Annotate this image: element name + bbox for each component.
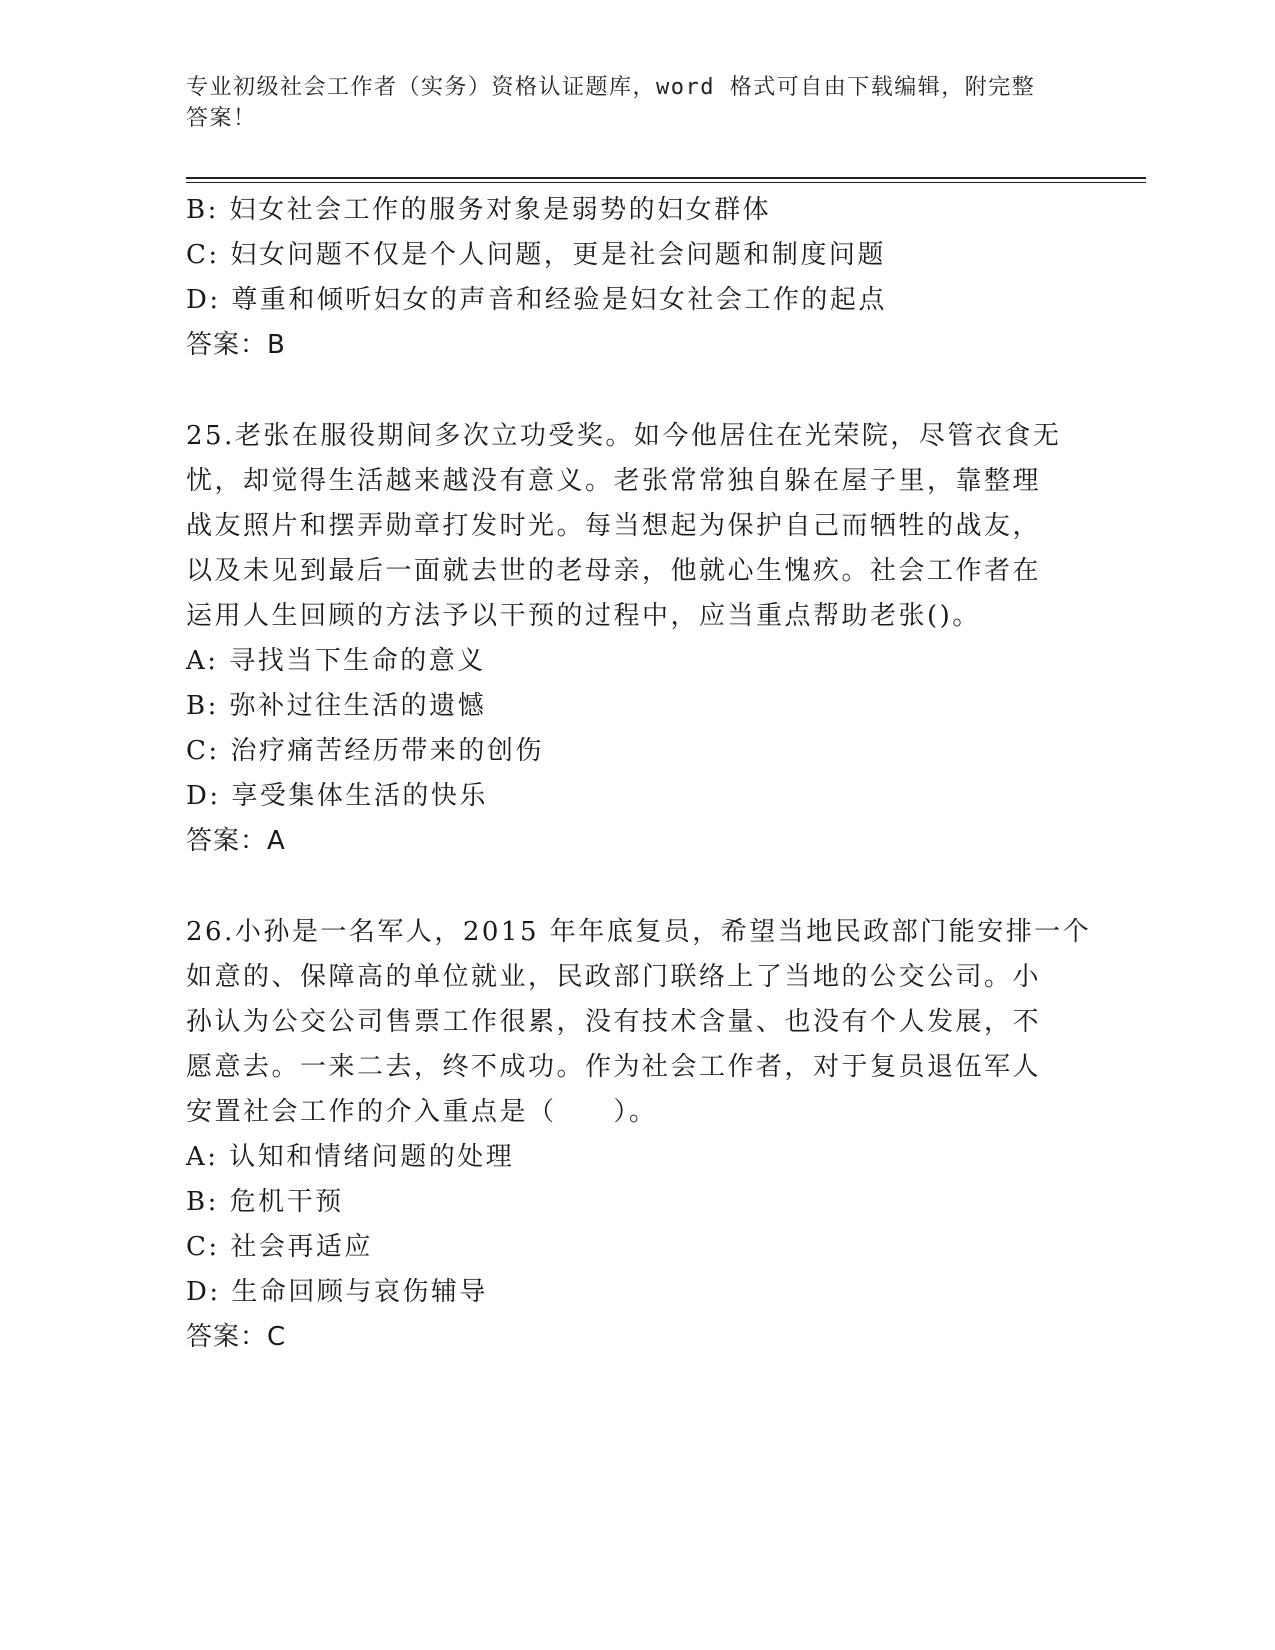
question-24-tail bbox=[186, 188, 1086, 368]
question-content bbox=[186, 188, 1092, 1360]
question-26 bbox=[186, 910, 1092, 1360]
option-b: B: 危机干预 bbox=[186, 1187, 344, 1217]
option-c: C: 妇女问题不仅是个人问题，更是社会问题和制度问题 bbox=[186, 240, 886, 270]
option-d: D: 尊重和倾听妇女的声音和经验是妇女社会工作的起点 bbox=[186, 285, 887, 315]
option-d: D: 生命回顾与哀伤辅导 bbox=[186, 1277, 488, 1307]
header-divider-thick bbox=[186, 177, 1146, 179]
answer: 答案：A bbox=[186, 826, 286, 856]
question-line: 战友照片和摆弄勋章打发时光。每当想起为保护自己而牺牲的战友， bbox=[186, 511, 1042, 541]
option-d: D: 享受集体生活的快乐 bbox=[186, 781, 488, 811]
question-25 bbox=[186, 414, 1086, 864]
question-line: 孙认为公交公司售票工作很累，没有技术含量、也没有个人发展，不 bbox=[186, 1007, 1042, 1037]
spacer bbox=[186, 864, 1086, 910]
option-c: C: 治疗痛苦经历带来的创伤 bbox=[186, 736, 544, 766]
answer: 答案：C bbox=[186, 1322, 287, 1352]
option-b: B: 妇女社会工作的服务对象是弱势的妇女群体 bbox=[186, 195, 772, 225]
question-line: 以及未见到最后一面就去世的老母亲，他就心生愧疚。社会工作者在 bbox=[186, 556, 1042, 586]
spacer bbox=[186, 368, 1086, 414]
option-b: B: 弥补过往生活的遗憾 bbox=[186, 691, 487, 721]
question-line: 运用人生回顾的方法予以干预的过程中，应当重点帮助老张()。 bbox=[186, 601, 981, 631]
answer: 答案：B bbox=[186, 330, 286, 360]
header-divider-thin bbox=[186, 182, 1146, 183]
option-a: A: 寻找当下生命的意义 bbox=[186, 646, 486, 676]
option-a: A: 认知和情绪问题的处理 bbox=[186, 1142, 515, 1172]
question-line: 忧，却觉得生活越来越没有意义。老张常常独自躲在屋子里，靠整理 bbox=[186, 466, 1042, 496]
question-line: 愿意去。一来二去，终不成功。作为社会工作者，对于复员退伍军人 bbox=[186, 1052, 1042, 1082]
question-line: 26.小孙是一名军人，2015 年年底复员，希望当地民政部门能安排一个 bbox=[186, 917, 1092, 947]
question-line: 安置社会工作的介入重点是（ ）。 bbox=[186, 1097, 658, 1127]
header-line-1: 专业初级社会工作者（实务）资格认证题库，word 格式可自由下载编辑，附完整 bbox=[186, 75, 1036, 100]
question-text bbox=[186, 414, 1086, 639]
question-text bbox=[186, 910, 1092, 1135]
option-c: C: 社会再适应 bbox=[186, 1232, 373, 1262]
question-line: 如意的、保障高的单位就业，民政部门联络上了当地的公交公司。小 bbox=[186, 962, 1042, 992]
question-line: 25.老张在服役期间多次立功受奖。如今他居住在光荣院，尽管衣食无 bbox=[186, 421, 1062, 451]
header-line-2: 答案！ bbox=[186, 106, 257, 131]
page-header bbox=[186, 72, 1066, 134]
